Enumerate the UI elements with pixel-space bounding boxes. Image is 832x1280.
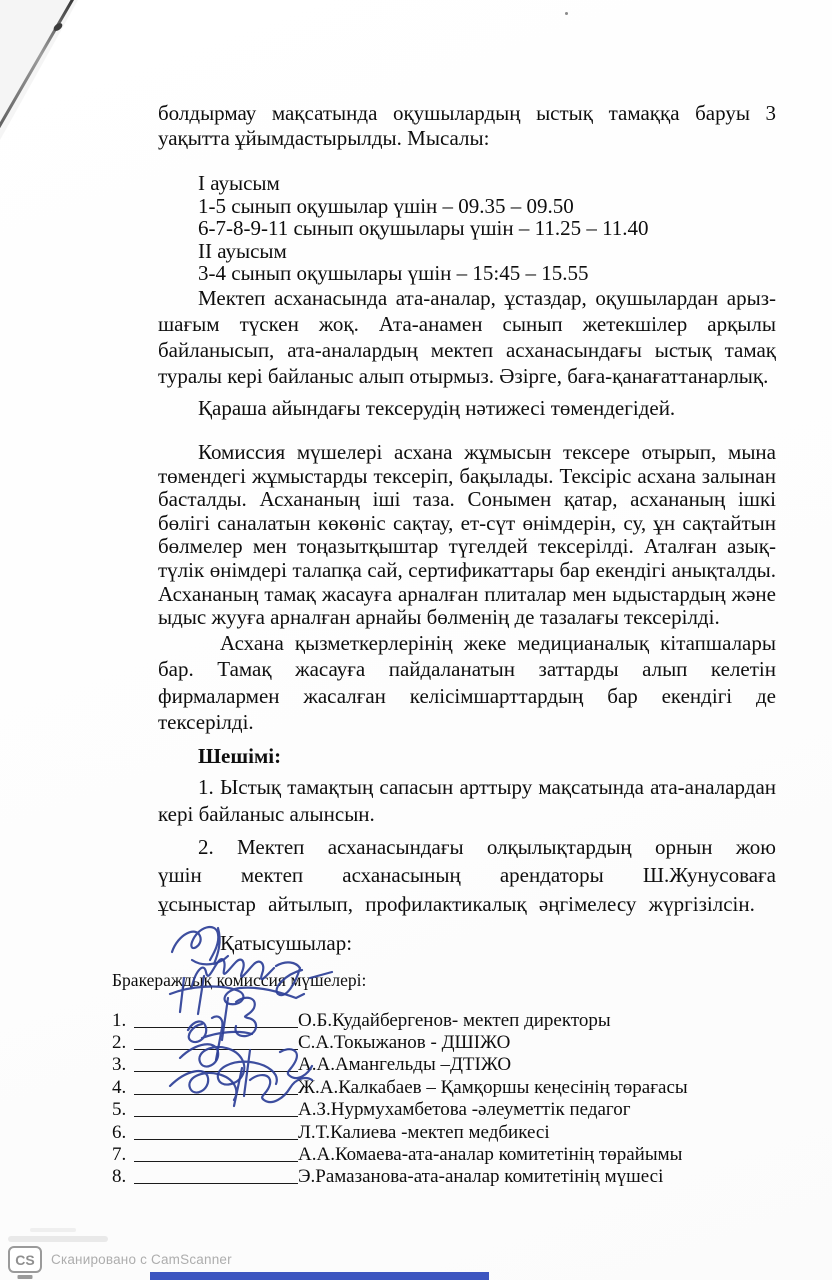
decision-item-1: 1. Ыстық тамақтың сапасын арттыру мақсатында ата-аналардан кері байланыс алынсын. bbox=[158, 774, 776, 826]
list-item bbox=[112, 1009, 776, 1031]
member-number: 3. bbox=[112, 1054, 127, 1076]
signature-line bbox=[134, 1138, 298, 1140]
bottom-blue-bar bbox=[150, 1272, 489, 1280]
decision-heading: Шешімі: bbox=[198, 743, 282, 768]
participants-heading: Қатысушылар: bbox=[220, 931, 353, 956]
decision-item-2: 2. Мектеп асханасындағы олқылықтардың орнын жою үшін мектеп асханасының арендаторы Ш.Жунусоваға ұсыныстар айтылып, профилактикалық әңгімелесу жүргізілсін. bbox=[158, 834, 776, 916]
document-body bbox=[112, 80, 776, 1188]
member-number: 1. bbox=[112, 1009, 127, 1031]
member-name: А.З.Нурмухамбетова -әлеуметтік педагог bbox=[298, 1099, 631, 1121]
paragraph-intro-continuation: болдырмау мақсатында оқушылардың ыстық тамаққа баруы 3 уақытта ұйымдастырылды. Мысалы: bbox=[158, 101, 776, 150]
scan-smudge bbox=[8, 1236, 108, 1242]
member-number: 6. bbox=[112, 1121, 127, 1143]
signature-line bbox=[134, 1026, 298, 1028]
schedule-line-shift2: II ауысым bbox=[198, 238, 287, 263]
signature-line bbox=[134, 1093, 298, 1095]
list-item bbox=[112, 1032, 776, 1054]
list-item bbox=[112, 1099, 776, 1121]
member-name: Ж.А.Калкабаев – Қамқоршы кеңесінің төрағасы bbox=[298, 1076, 688, 1098]
schedule-line-grades-3-4: 3-4 сынып оқушылары үшін – 15:45 – 15.55 bbox=[198, 261, 589, 286]
scan-speck bbox=[565, 12, 568, 15]
member-name: Л.Т.Калиева -мектеп медбикесі bbox=[298, 1121, 550, 1143]
watermark-text: Сканировано с CamScanner bbox=[51, 1252, 232, 1267]
camscanner-icon: CS bbox=[8, 1246, 42, 1273]
signature-line bbox=[134, 1160, 298, 1162]
paragraph-commission-inspection: Комиссия мүшелері асхана жұмысын тексере отырып, мына төмендегі жұмыстарды тексеріп, бақылады. Тексіріс асхана залынан басталды. Асхананың іші таза. Сонымен қатар, асхананың ішкі бөлігі саналатын көкөніс сақтау, ет-сүт өнімдерін, су, ұн сақтайтын бөлмелер мен тоңазытқыштар түгелдей тексерілді. Аталған азық-түлік өнімдері талапқа сай, сертификаттары бар екендігі анықталды. Асхананың тамақ жасауға арналған плиталар мен ыдыстардың және ыдыс жууға арналған арнайы бөлменің де тазалағы тексерілді. bbox=[158, 439, 776, 630]
member-number: 5. bbox=[112, 1099, 127, 1121]
scan-smudge bbox=[30, 1228, 76, 1232]
member-number: 7. bbox=[112, 1143, 127, 1165]
schedule-line-grades-6-11: 6-7-8-9-11 сынып оқушылары үшін – 11.25 – 11.40 bbox=[198, 216, 649, 241]
signature-line bbox=[134, 1182, 298, 1184]
list-item bbox=[112, 1166, 776, 1188]
meal-schedule-list bbox=[198, 172, 776, 285]
commission-members-label: Бракераждық комиссия мүшелері: bbox=[112, 970, 367, 991]
member-number: 2. bbox=[112, 1032, 127, 1053]
member-number: 4. bbox=[112, 1076, 127, 1098]
list-item bbox=[112, 1054, 776, 1076]
signature-list bbox=[112, 1009, 776, 1188]
member-name: А.А.Амангельды –ДТІЖО bbox=[298, 1054, 512, 1076]
list-item bbox=[112, 1076, 776, 1098]
paragraph-medical-books: Асхана қызметкерлерінің жеке медицианалық кітапшалары бар. Тамақ жасауға пайдаланатын заттарды алып келетін фирмалармен жасалған келісімшарттардың бар екендігі де тексерілді. bbox=[158, 630, 776, 735]
camscanner-watermark bbox=[8, 1246, 232, 1273]
schedule-line-shift1: I ауысым bbox=[198, 171, 280, 195]
member-name: А.А.Комаева-ата-аналар комитетінің төрайымы bbox=[298, 1143, 683, 1165]
signature-line bbox=[134, 1115, 298, 1117]
member-name: С.А.Токыжанов - ДШІЖО bbox=[298, 1032, 511, 1053]
member-name: О.Б.Кудайбергенов- мектеп директоры bbox=[298, 1009, 611, 1031]
paragraph-parent-feedback: Мектеп асханасында ата-аналар, ұстаздар, оқушылардан арыз-шағым түскен жоқ. Ата-анамен сынып жетекшілер арқылы байланысып, ата-аналардың мектеп асханасындағы ыстық тамақ туралы кері байланыс алып отырмыз. Әзірге, баға-қанағаттанарлық. bbox=[158, 285, 776, 388]
member-name: Э.Рамазанова-ата-аналар комитетінің мүшесі bbox=[298, 1166, 664, 1188]
list-item bbox=[112, 1144, 776, 1166]
member-number: 8. bbox=[112, 1166, 127, 1188]
signature-line bbox=[134, 1070, 298, 1072]
page-corner-fold-artifact bbox=[0, 0, 90, 150]
signature-line bbox=[134, 1048, 298, 1050]
list-item bbox=[112, 1121, 776, 1143]
paragraph-november-result: Қараша айындағы тексерудің нәтижесі төмендегідей. bbox=[198, 395, 676, 420]
schedule-line-grades-1-5: 1-5 сынып оқушылар үшін – 09.35 – 09.50 bbox=[198, 193, 574, 218]
